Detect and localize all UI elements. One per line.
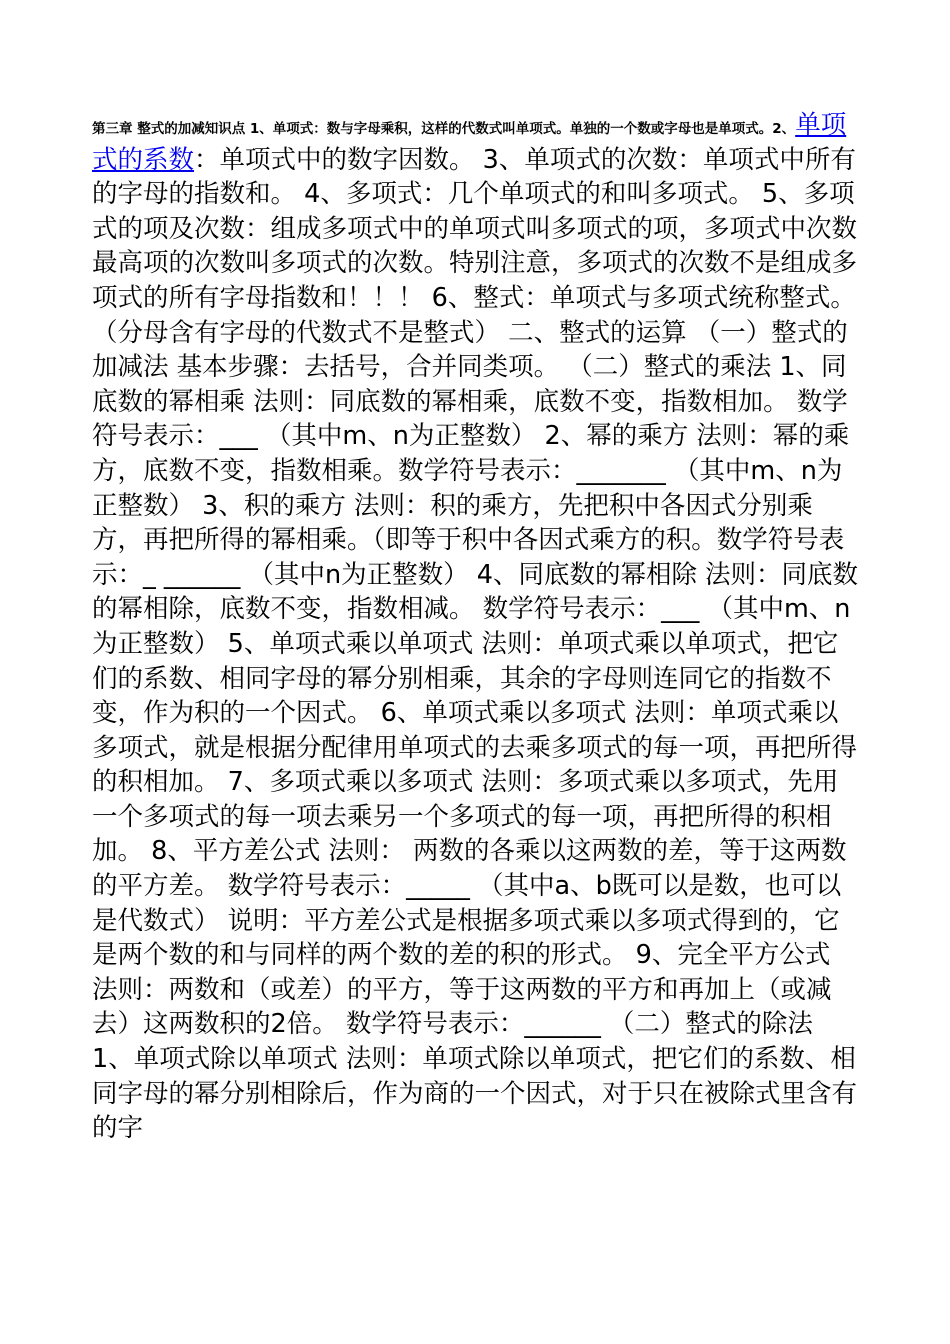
document-body [92,108,860,1146]
body-text: ：单项式中的数字因数。 3、单项式的次数：单项式中所有的字母的指数和。 4、多项式：几个单项式的和叫多项式。 5、多项式的项及次数：组成多项式中的单项式叫多项式的项，多项式中次数最高项的次数叫多项式的次数。特别注意，多项式的次数不是组成多项式的所有字母指数和！！！ 6、整式：单项式与多项式统称整式。（分母含有字母的代数式不是整式） 二、整式的运算 （一）整式的加减法 基本步骤：去括号，合并同类项。 （二）整式的乘法 1、同底数的幂相乘 法则：同底数的幂相乘，底数不变，指数相加。 数学符号表示：___ （其中m、n为正整数） 2、幂的乘方 法则：幂的乘方，底数不变，指数相乘。数学符号表示：_______ （其中m、n为正整数） 3、积的乘方 法则：积的乘方，先把积中各因式分别乘方，再把所得的幂相乘。（即等于积中各因式乘方的积。数学符号表示：_ ______ （其中n为正整数） 4、同底数的幂相除 法则：同底数的幂相除，底数不变，指数相减。 数学符号表示：___ （其中m、n为正整数） 5、单项式乘以单项式 法则：单项式乘以单项式，把它们的系数、相同字母的幂分别相乘，其余的字母则连同它的指数不变，作为积的一个因式。 6、单项式乘以多项式 法则：单项式乘以多项式，就是根据分配律用单项式的去乘多项式的每一项，再把所得的积相加。 7、多项式乘以多项式 法则：多项式乘以多项式，先用一个多项式的每一项去乘另一个多项式的每一项，再把所得的积相加。 8、平方差公式 法则： 两数的各乘以这两数的差，等于这两数的平方差。 数学符号表示：_____ （其中a、b既可以是数，也可以是代数式） 说明：平方差公式是根据多项式乘以多项式得到的，它是两个数的和与同样的两个数的差的积的形式。 9、完全平方公式 法则：两数和（或差）的平方，等于这两数的平方和再加上（或减去）这两数积的2倍。 数学符号表示：______ （二）整式的除法 1、单项式除以单项式 法则：单项式除以单项式，把它们的系数、相同字母的幂分别相除后，作为商的一个因式，对于只在被除式里含有的字 [92,144,859,1144]
chapter-intro-text: 第三章 整式的加减知识点 1、单项式：数与字母乘积，这样的代数式叫单项式。单独的一个数或字母也是单项式。2、 [92,121,796,137]
coefficient-link[interactable]: 单项式的系数 [92,110,847,175]
